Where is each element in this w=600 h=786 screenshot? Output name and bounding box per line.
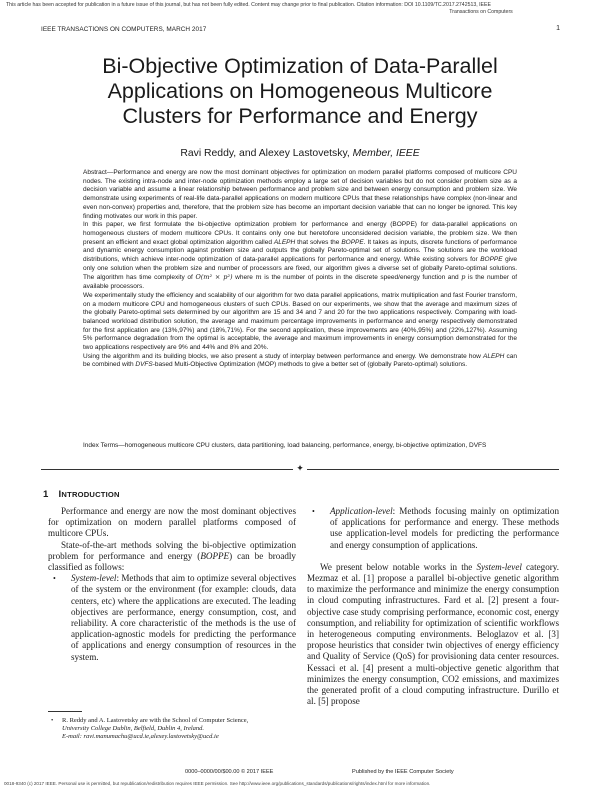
bullet-text: : Methods that aim to optimize several objectives of the system or the environment (for example: clouds, data centers, etc) where the applications are executed. The leading objectives are performance, energy consumption, cost, and reliability. A core characteristic of the methods is the use of application-agnostic models for predicting the performance of applications and energy consumption of resources in the system. [71, 573, 296, 662]
divider-diamond-icon: ✦ [293, 463, 307, 475]
footnote-line-1: R. Reddy and A. Lastovetsky are with the School of Computer Science, [62, 717, 249, 724]
footnote-bullet-icon: • [51, 717, 54, 724]
complexity-formula: O(m² × p²) [195, 273, 233, 282]
abstract-para-3: We experimentally study the efficiency and scalability of our algorithm for two data parallel applications, matrix multiplication and fast Fourier transform, on a modern multicore CPU and homogeneous clusters of such CPUs. Based on our experiments, we show that the average and maximum sizes of the globally Pareto-optimal sets determined by our algorithm are 15 and 34 and 7 and 20 for the two applications respectively. Comparing with load-balanced workload distribution solution, the average and maximum percentage improvements in performance and energy respectively demonstrated for the first application are (13%,97%) and (18%,71%). For the second application, these improvements are (40%,95%) and (22%,127%). Assuming 5% performance degradation from the optimal is acceptable, the average and maximum improvements in energy consumption demonstrated for the two applications respectively are 9% and 44% and 8% and 20%. [83, 291, 517, 352]
author-names: Ravi Reddy, and Alexey Lastovetsky, [180, 148, 350, 159]
section-title-rest: NTRODUCTION [61, 490, 120, 499]
running-header: IEEE TRANSACTIONS ON COMPUTERS, MARCH 2017 [41, 26, 207, 33]
bullet-label: System-level [71, 573, 117, 584]
list-item [48, 573, 296, 663]
footnote-line-2: University College Dublin, Belfield, Dublin 4, Ireland. [62, 725, 205, 732]
bullet-label: Application-level [330, 506, 393, 516]
left-column [48, 506, 296, 663]
right-column [307, 506, 559, 707]
intro-para-1: Performance and energy are now the most dominant objectives for optimization on modern parallel platforms composed of multicore CPUs. [48, 506, 296, 539]
footnote-rule [48, 711, 82, 712]
related-work-para: We present below notable works in the System-level category. Mezmaz et al. [1] propose a parallel bi-objective genetic algorithm to maximize the performance and minimize the energy consumption in cloud computing infrastructures. Fard et al. [2] present a four-objective case study comprising performance, economic cost, energy consumption, and reliability for optimization of scientific workflows in heterogeneous computing environments. Beloglazov et al. [3] propose heuristics that consider twin objectives of energy efficiency and Quality of Service (QoS) for provisioning data center resources. Kessaci et al. [4] present a multi-objective genetic algorithm that minimizes the energy consumption, CO2 emissions, and maximizes the generated profit of a cloud computing infrastructure. Durillo et al. [5] propose [307, 561, 560, 707]
author-line [40, 148, 560, 159]
bullet-dot-icon: • [53, 574, 56, 584]
abstract-para-4: Using the algorithm and its building blocks, we also present a study of interplay between performance and energy. We demonstrate how ALEPH can be combined with DVFS-based Multi-Objective Optimization (MOP) methods to give a better set of (globally Pareto-optimal) solutions. [83, 352, 517, 369]
intro-para-2: State-of-the-art methods solving the bi-objective optimization problem for performance and energy (BOPPE) can be broadly classified as follows: [48, 539, 296, 573]
title-line-1: Bi-Objective Optimization of Data-Parallel [102, 54, 498, 78]
section-heading [43, 489, 120, 500]
title-line-2: Applications on Homogeneous Multicore [107, 79, 493, 104]
copyright-line: 0000–0000/00/$00.00 © 2017 IEEE [185, 769, 274, 775]
title-line-3: Clusters for Performance and Energy [122, 104, 478, 129]
abstract-para-2: In this paper, we first formulate the bi-objective optimization problem for performance and energy (BOPPE) for data-parallel applications on homogeneous clusters of modern multicore CPUs. It contains only one but heretofore unconsidered decision variable, the problem size. We then present an efficient and exact global optimization algorithm called ALEPH that solves the BOPPE. It takes as inputs, discrete functions of performance and dynamic energy consumption against problem size and outputs the globally Pareto-optimal set of solutions. The solutions are the workload distributions, which achieve inter-node optimization of data-parallel applications for performance and energy. While existing solvers for BOPPE give only one solution when the problem size and number of processors are fixed, our algorithm gives a diverse set of globally Pareto-optimal solutions. The algorithm has time complexity of O(m² × p²) where m is the number of points in the discrete speed/energy function and p is the number of available processors. [83, 221, 518, 291]
paper-title [40, 54, 560, 130]
author-footnote [48, 717, 296, 741]
notice-line-2: Transactions on Computers [449, 8, 513, 15]
list-item [307, 506, 559, 551]
spacer [307, 551, 559, 562]
publication-notice [6, 2, 596, 15]
index-terms-label: Index Terms [83, 442, 119, 449]
index-terms [83, 442, 517, 451]
footnote-line-3: E-mail: ravi.manumachu@ucd.ie,alexey.lastovetsky@ucd.ie [62, 733, 219, 740]
permission-notice: 0018-9340 (c) 2017 IEEE. Personal use is permitted, but republication/redistribution requires IEEE permission. See http://www.ieee.org/publications_standards/publications/rights/index.html for more information. [4, 781, 431, 786]
bullet-text: : Methods focusing mainly on optimization of applications for performance and energy. These methods use application-level models for predicting the performance and energy consumption of applications. [330, 506, 559, 550]
publisher-line: Published by the IEEE Computer Society [352, 769, 454, 775]
author-membership: Member, IEEE [352, 148, 420, 159]
abstract-label: Abstract [83, 169, 107, 176]
bullet-dot-icon: • [312, 507, 315, 516]
page-number: 1 [556, 25, 560, 32]
section-title-initial: I [58, 489, 62, 500]
abstract-para-1: Abstract—Performance and energy are now the most dominant objectives for optimization on modern parallel platforms composed of multicore CPU nodes. The existing intra-node and inter-node optimization methods employ a large set of decision variables but do not consider problem size as a decision variable and assume a linear relationship between performance and problem size and between energy consumption and problem size. We demonstrate using experiments of real-life data-parallel applications on modern multicore CPUs that these relationships have complex (non-linear and even non-convex) properties and, therefore, that the problem size has become an important decision variable that can no longer be ignored. This key finding motivates our work in this paper. [83, 169, 517, 220]
notice-line-1: This article has been accepted for publication in a future issue of this journal, but has not been fully edited. Content may change prior to final publication. Citation information: DOI 10.1109/TC.2017.2742513, IEEE [6, 2, 491, 8]
index-terms-text: —homogeneous multicore CPU clusters, data partitioning, load balancing, performance, energy, bi-objective optimization, DVFS [118, 442, 487, 449]
abstract [83, 169, 517, 370]
section-number: 1 [43, 489, 49, 500]
